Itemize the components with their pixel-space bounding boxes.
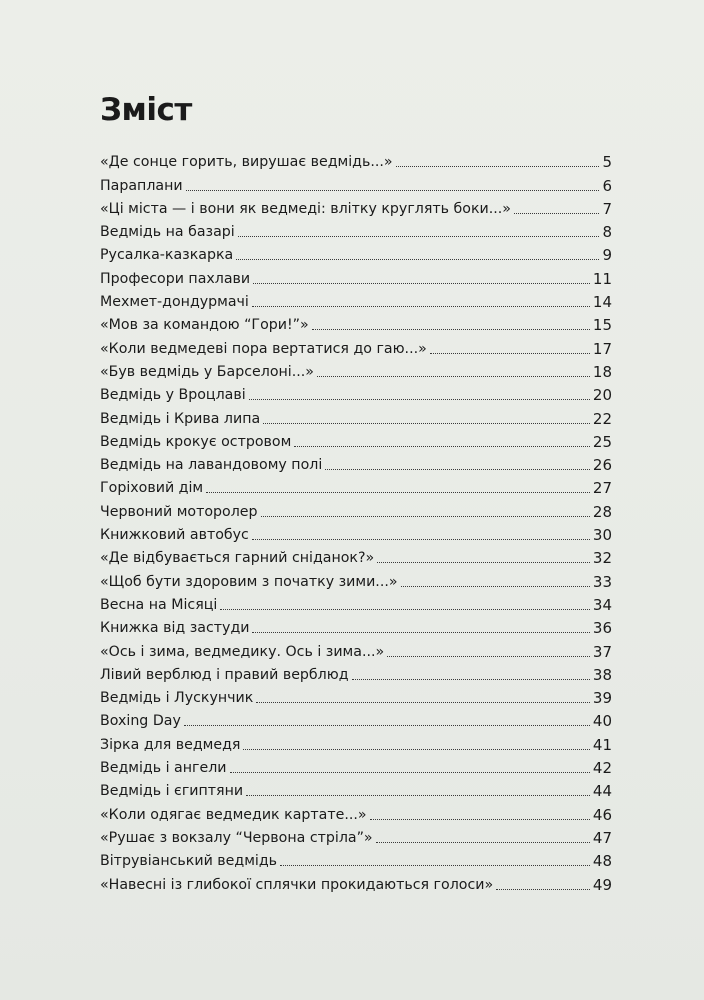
entry-title: Зірка для ведмедя [100, 736, 241, 753]
entry-title: «Навесні із глибокої сплячки прокидаються голоси» [100, 876, 494, 893]
entry-page-number: 32 [592, 549, 612, 568]
entry-page-number: 11 [592, 269, 612, 288]
dot-leader [220, 609, 590, 610]
toc-entry [100, 334, 612, 357]
toc-entry [100, 404, 612, 427]
dot-leader [294, 446, 590, 447]
dot-leader [263, 423, 590, 424]
toc-entry [100, 707, 612, 730]
entry-page-number: 26 [592, 456, 612, 475]
entry-page-number: 14 [592, 293, 612, 312]
entry-title: Ведмідь і Крива липа [100, 410, 261, 427]
dot-leader [246, 795, 590, 796]
dot-leader [236, 259, 599, 260]
entry-page-number: 5 [602, 153, 612, 172]
entry-title: Ведмідь і Лускунчик [100, 690, 254, 707]
entry-page-number: 47 [592, 828, 612, 847]
entry-page-number: 30 [592, 526, 612, 545]
toc-entry [100, 381, 612, 404]
entry-page-number: 40 [592, 712, 612, 731]
entry-title: Книжковий автобус [100, 527, 249, 544]
toc-entry [100, 614, 612, 637]
toc-entry [100, 358, 612, 381]
entry-page-number: 34 [592, 595, 612, 614]
entry-title: Boxing Day [100, 713, 181, 730]
toc-entry [100, 870, 612, 893]
toc-entry [100, 730, 612, 753]
dot-leader [252, 632, 589, 633]
entry-page-number: 27 [592, 479, 612, 498]
dot-leader [312, 329, 590, 330]
dot-leader [317, 376, 590, 377]
toc-entry [100, 497, 612, 520]
toc-entry [100, 474, 612, 497]
toc-entry [100, 264, 612, 287]
entry-page-number: 20 [592, 386, 612, 405]
toc-entry [100, 661, 612, 684]
dot-leader [325, 469, 590, 470]
entry-page-number: 8 [602, 223, 612, 242]
entry-title: Ведмідь і єгиптяни [100, 783, 244, 800]
dot-leader [387, 656, 590, 657]
entry-title: Горіховий дім [100, 480, 204, 497]
toc-entry [100, 521, 612, 544]
toc-entry [100, 288, 612, 311]
entry-title: Червоний моторолер [100, 503, 258, 520]
dot-leader [186, 190, 600, 191]
entry-page-number: 46 [592, 805, 612, 824]
dot-leader [261, 516, 590, 517]
entry-page-number: 22 [592, 409, 612, 428]
dot-leader [243, 749, 589, 750]
entry-title: Вітрувіанський ведмідь [100, 853, 278, 870]
entry-page-number: 42 [592, 759, 612, 778]
entry-page-number: 44 [592, 782, 612, 801]
entry-title: Параплани [100, 177, 183, 194]
dot-leader [253, 283, 590, 284]
toc-entry [100, 754, 612, 777]
entry-page-number: 49 [592, 875, 612, 894]
dot-leader [238, 236, 600, 237]
table-of-contents [100, 148, 612, 894]
toc-entry [100, 311, 612, 334]
entry-title: «Мов за командою “Гори!”» [100, 317, 309, 334]
dot-leader [252, 306, 590, 307]
entry-page-number: 17 [592, 339, 612, 358]
toc-entry [100, 824, 612, 847]
entry-page-number: 39 [592, 689, 612, 708]
entry-page-number: 36 [592, 619, 612, 638]
entry-page-number: 6 [602, 176, 612, 195]
entry-title: Лівий верблюд і правий верблюд [100, 666, 349, 683]
toc-entry [100, 451, 612, 474]
dot-leader [206, 492, 590, 493]
dot-leader [496, 889, 590, 890]
toc-entry [100, 218, 612, 241]
entry-title: Мехмет-дондурмачі [100, 294, 249, 311]
toc-entry [100, 800, 612, 823]
toc-entry [100, 195, 612, 218]
entry-title: «Був ведмідь у Барселоні...» [100, 363, 314, 380]
entry-title: Ведмідь крокує островом [100, 433, 292, 450]
entry-title: «Коли одягає ведмедик картате...» [100, 806, 367, 823]
toc-entry [100, 241, 612, 264]
dot-leader [249, 399, 590, 400]
entry-title: «Де відбувається гарний сніданок?» [100, 550, 375, 567]
toc-entry [100, 684, 612, 707]
dot-leader [256, 702, 590, 703]
entry-title: Професори пахлави [100, 270, 251, 287]
dot-leader [401, 586, 590, 587]
entry-title: Книжка від застуди [100, 620, 250, 637]
entry-title: Ведмідь на базарі [100, 224, 235, 241]
dot-leader [514, 213, 600, 214]
entry-title: Ведмідь у Вроцлаві [100, 387, 246, 404]
entry-page-number: 28 [592, 502, 612, 521]
dot-leader [184, 725, 590, 726]
entry-page-number: 33 [592, 572, 612, 591]
entry-page-number: 25 [592, 432, 612, 451]
entry-title: Русалка-казкарка [100, 247, 234, 264]
entry-page-number: 15 [592, 316, 612, 335]
dot-leader [252, 539, 590, 540]
dot-leader [352, 679, 590, 680]
entry-page-number: 7 [602, 199, 612, 218]
toc-entry [100, 777, 612, 800]
entry-title: «Ці міста — і вони як ведмеді: влітку круглять боки...» [100, 200, 511, 217]
entry-title: Весна на Місяці [100, 596, 218, 613]
entry-title: «Де сонце горить, вирушає ведмідь...» [100, 154, 393, 171]
toc-entry [100, 148, 612, 171]
entry-title: Ведмідь і ангели [100, 760, 227, 777]
entry-title: «Рушає з вокзалу “Червона стріла”» [100, 829, 373, 846]
entry-page-number: 9 [602, 246, 612, 265]
toc-entry [100, 544, 612, 567]
entry-title: Ведмідь на лавандовому полі [100, 457, 323, 474]
dot-leader [376, 842, 590, 843]
entry-page-number: 37 [592, 642, 612, 661]
toc-entry [100, 591, 612, 614]
entry-title: «Ось і зима, ведмедику. Ось і зима...» [100, 643, 385, 660]
dot-leader [230, 772, 590, 773]
dot-leader [377, 562, 590, 563]
entry-page-number: 18 [592, 362, 612, 381]
dot-leader [370, 819, 590, 820]
entry-page-number: 41 [592, 735, 612, 754]
entry-title: «Щоб бути здоровим з початку зими...» [100, 573, 398, 590]
toc-entry [100, 171, 612, 194]
dot-leader [280, 865, 590, 866]
entry-page-number: 38 [592, 665, 612, 684]
dot-leader [430, 353, 590, 354]
toc-entry [100, 637, 612, 660]
toc-entry [100, 847, 612, 870]
toc-entry [100, 428, 612, 451]
entry-title: «Коли ведмедеві пора вертатися до гаю...» [100, 340, 427, 357]
dot-leader [396, 166, 600, 167]
entry-page-number: 48 [592, 852, 612, 871]
toc-entry [100, 567, 612, 590]
page-title: Зміст [100, 92, 192, 128]
